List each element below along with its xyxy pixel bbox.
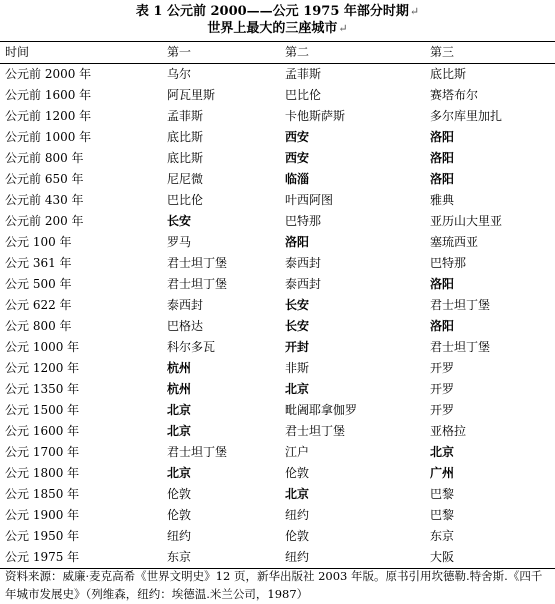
second-city-cell: 开封: [285, 340, 310, 354]
third-city-cell: 开罗: [430, 382, 455, 396]
header-first: 第一: [162, 42, 280, 64]
third-city-cell: 君士坦丁堡: [430, 340, 491, 354]
table-row: [0, 379, 555, 400]
time-cell: 公元前 200 年: [5, 214, 84, 228]
first-city-cell: 孟菲斯: [167, 109, 204, 123]
first-city-cell: 东京: [162, 547, 280, 569]
first-city-cell: 北京: [167, 466, 192, 480]
first-city-cell: 君士坦丁堡: [167, 277, 228, 291]
second-city-cell: 巴比伦: [285, 88, 322, 102]
table-row: [0, 442, 555, 463]
first-city-cell: 尼尼微: [167, 172, 204, 186]
second-city-cell: 泰西封: [285, 277, 322, 291]
time-cell: 公元前 1600 年: [5, 88, 92, 102]
table-row: [0, 106, 555, 127]
paragraph-mark-icon: ↵: [409, 5, 420, 18]
third-city-cell: 多尔库里加扎: [430, 109, 503, 123]
time-cell: 公元 1200 年: [5, 361, 80, 375]
first-city-cell: 北京: [167, 424, 192, 438]
first-city-cell: 君士坦丁堡: [167, 445, 228, 459]
second-city-cell: 临淄: [285, 172, 310, 186]
third-city-cell: 洛阳: [430, 172, 455, 186]
largest-cities-table: [0, 41, 555, 569]
first-city-cell: 巴比伦: [167, 193, 204, 207]
table-header-row: [0, 42, 555, 64]
table-row: [0, 463, 555, 484]
third-city-cell: 巴黎: [430, 487, 455, 501]
first-city-cell: 罗马: [167, 235, 192, 249]
time-cell: 公元 1000 年: [5, 340, 80, 354]
time-cell: 公元 1975 年: [0, 547, 162, 569]
third-city-cell: 开罗: [430, 361, 455, 375]
second-city-cell: 叶西阿图: [285, 193, 334, 207]
third-city-cell: 洛阳: [430, 151, 455, 165]
second-city-cell: 君士坦丁堡: [285, 424, 346, 438]
table-row: [0, 85, 555, 106]
first-city-cell: 伦敦: [167, 487, 192, 501]
table-row: [0, 295, 555, 316]
paragraph-mark-icon: ↵: [338, 22, 348, 35]
table-row: [0, 274, 555, 295]
table-row: [0, 400, 555, 421]
table-row: [0, 148, 555, 169]
second-city-cell: 孟菲斯: [285, 67, 322, 81]
table-row: [0, 253, 555, 274]
time-cell: 公元 100 年: [5, 235, 72, 249]
third-city-cell: 巴特那: [430, 256, 467, 270]
time-cell: 公元 1800 年: [5, 466, 80, 480]
first-city-cell: 底比斯: [167, 151, 204, 165]
time-cell: 公元 1850 年: [5, 487, 80, 501]
second-city-cell: 伦敦: [285, 529, 310, 543]
time-cell: 公元前 800 年: [5, 151, 84, 165]
time-cell: 公元前 1000 年: [5, 130, 92, 144]
third-city-cell: 开罗: [430, 403, 455, 417]
header-time: 时间: [0, 42, 162, 64]
header-second: 第二: [280, 42, 425, 64]
second-city-cell: 北京: [285, 382, 310, 396]
time-cell: 公元 1900 年: [5, 508, 80, 522]
third-city-cell: 东京: [430, 529, 455, 543]
first-city-cell: 底比斯: [167, 130, 204, 144]
table-row: [0, 127, 555, 148]
second-city-cell: 江户: [285, 445, 310, 459]
table-subtitle: 世界上最大的三座城市↵: [207, 21, 348, 36]
first-city-cell: 北京: [167, 403, 192, 417]
time-cell: 公元前 650 年: [5, 172, 84, 186]
header-third: 第三: [425, 42, 555, 64]
first-city-cell: 乌尔: [167, 67, 192, 81]
time-cell: 公元 622 年: [5, 298, 72, 312]
third-city-cell: 巴黎: [430, 508, 455, 522]
second-city-cell: 长安: [285, 298, 310, 312]
time-cell: 公元前 430 年: [5, 193, 84, 207]
second-city-cell: 毗阇耶拿伽罗: [285, 403, 358, 417]
source-note: 资料来源：威廉·麦克高希《世界文明史》12 页，新华出版社 2003 年版。原书引用坎德勒.特舍斯.《四千年城市发展史》（列维森，纽约：埃德温.米兰公司，1987）: [5, 569, 543, 601]
table-row: [0, 505, 555, 526]
second-city-cell: 纽约: [280, 547, 425, 569]
second-city-cell: 巴特那: [285, 214, 322, 228]
first-city-cell: 杭州: [167, 361, 192, 375]
first-city-cell: 君士坦丁堡: [167, 256, 228, 270]
table-row: [0, 337, 555, 358]
third-city-cell: 亚格拉: [430, 424, 467, 438]
table-row: [0, 211, 555, 232]
third-city-cell: 底比斯: [430, 67, 467, 81]
second-city-cell: 西安: [285, 151, 310, 165]
time-cell: 公元 361 年: [5, 256, 72, 270]
time-cell: 公元 1350 年: [5, 382, 80, 396]
first-city-cell: 阿瓦里斯: [167, 88, 216, 102]
third-city-cell: 洛阳: [430, 277, 455, 291]
table-row: [0, 190, 555, 211]
second-city-cell: 纽约: [285, 508, 310, 522]
third-city-cell: 洛阳: [430, 319, 455, 333]
second-city-cell: 非斯: [285, 361, 310, 375]
first-city-cell: 长安: [167, 214, 192, 228]
first-city-cell: 纽约: [167, 529, 192, 543]
third-city-cell: 北京: [430, 445, 455, 459]
table-row: [0, 526, 555, 547]
third-city-cell: 大阪: [425, 547, 555, 569]
first-city-cell: 巴格达: [167, 319, 204, 333]
time-cell: 公元 1500 年: [5, 403, 80, 417]
table-title: 表 1 公元前 2000——公元 1975 年部分时期↵: [135, 4, 420, 19]
table-row: [0, 358, 555, 379]
second-city-cell: 伦敦: [285, 466, 310, 480]
third-city-cell: 雅典: [430, 193, 455, 207]
time-cell: 公元前 2000 年: [5, 67, 92, 81]
second-city-cell: 洛阳: [285, 235, 310, 249]
first-city-cell: 杭州: [167, 382, 192, 396]
third-city-cell: 洛阳: [430, 130, 455, 144]
first-city-cell: 伦敦: [167, 508, 192, 522]
table-row: [0, 547, 555, 569]
time-cell: 公元前 1200 年: [5, 109, 92, 123]
table-row: [0, 169, 555, 190]
table-row: [0, 421, 555, 442]
first-city-cell: 泰西封: [167, 298, 204, 312]
third-city-cell: 广州: [430, 466, 455, 480]
third-city-cell: 君士坦丁堡: [430, 298, 491, 312]
time-cell: 公元 500 年: [5, 277, 72, 291]
second-city-cell: 北京: [285, 487, 310, 501]
table-row: [0, 484, 555, 505]
first-city-cell: 科尔多瓦: [167, 340, 216, 354]
time-cell: 公元 800 年: [5, 319, 72, 333]
second-city-cell: 西安: [285, 130, 310, 144]
second-city-cell: 泰西封: [285, 256, 322, 270]
third-city-cell: 塞琉西亚: [430, 235, 479, 249]
second-city-cell: 长安: [285, 319, 310, 333]
time-cell: 公元 1950 年: [5, 529, 80, 543]
third-city-cell: 亚历山大里亚: [430, 214, 503, 228]
time-cell: 公元 1700 年: [5, 445, 80, 459]
table-row: [0, 232, 555, 253]
second-city-cell: 卡他斯萨斯: [285, 109, 346, 123]
third-city-cell: 赛塔布尔: [430, 88, 479, 102]
table-row: [0, 64, 555, 86]
time-cell: 公元 1600 年: [5, 424, 80, 438]
table-row: [0, 316, 555, 337]
